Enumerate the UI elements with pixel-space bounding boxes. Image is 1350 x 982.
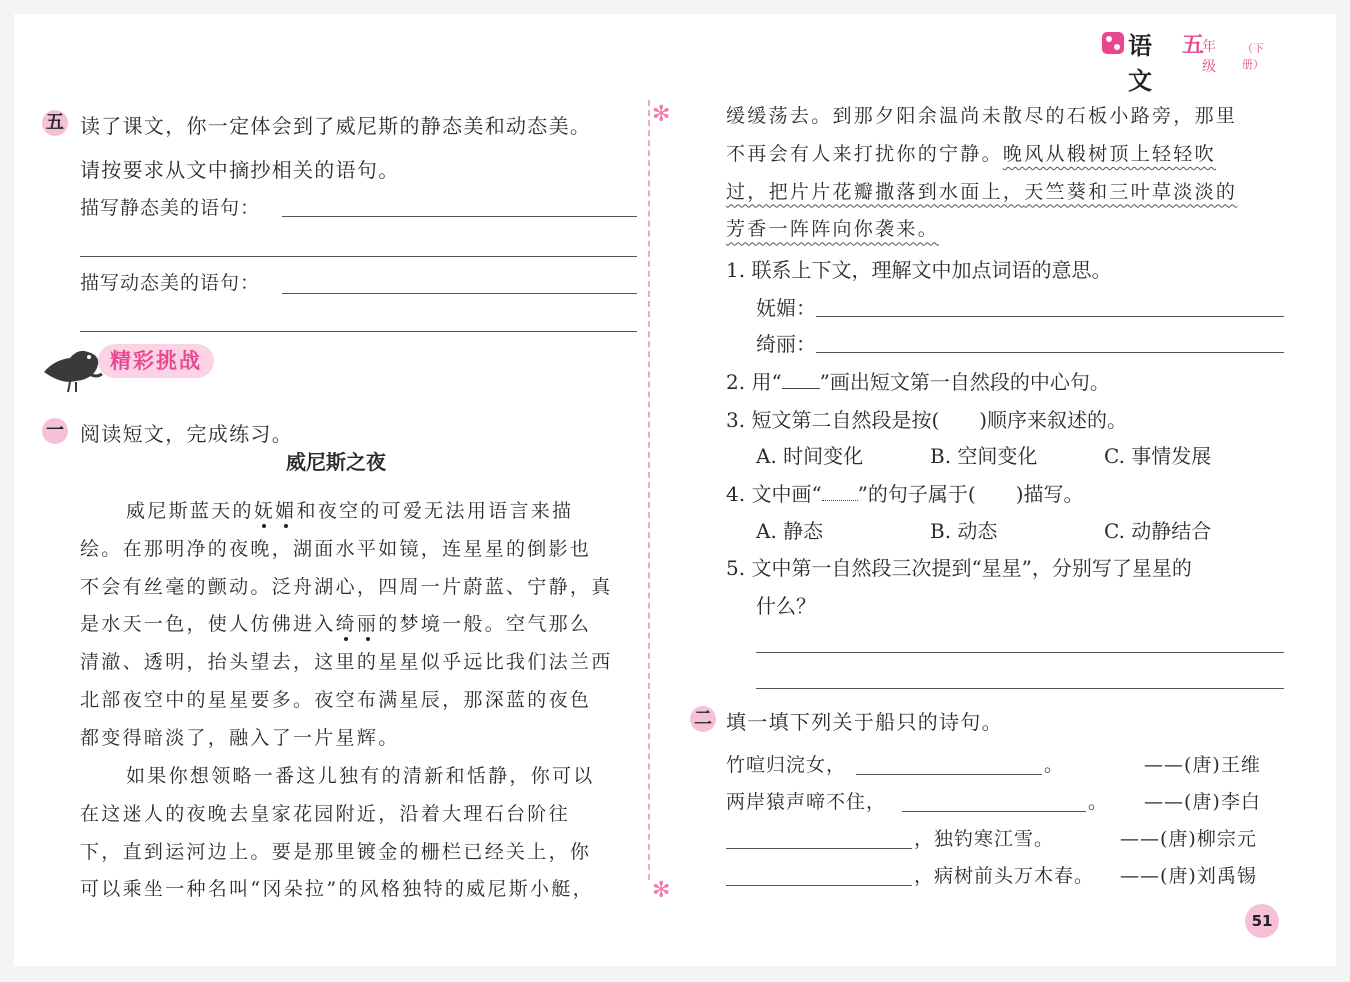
question-1-badge: 一 — [42, 418, 68, 444]
dotted-char: 妩 — [253, 500, 276, 522]
answer-line[interactable] — [816, 316, 1284, 317]
answer-line[interactable] — [756, 652, 1284, 653]
answer-line[interactable] — [816, 352, 1284, 353]
dotted-char: 媚 — [275, 500, 297, 522]
poem-1-pre: 竹喧归浣女， — [726, 754, 847, 776]
q5-static-label: 描写静态美的语句： — [80, 197, 261, 219]
page-number: 51 — [1245, 904, 1279, 938]
text-span: 不再会有人来打扰你的宁静。 — [726, 142, 1003, 165]
poem-blank[interactable] — [726, 848, 912, 849]
straight-line-sample — [782, 372, 820, 389]
logo-grade-suffix: 年级 — [1202, 39, 1216, 75]
q2-instruction: 填一填下列关于船只的诗句。 — [726, 710, 1003, 734]
rq1: 1. 联系上下文，理解文中加点词语的意思。 — [726, 258, 1112, 282]
answer-line[interactable] — [756, 688, 1284, 689]
answer-line[interactable] — [282, 293, 637, 294]
q1-instruction: 阅读短文，完成练习。 — [80, 422, 293, 446]
poem-3-author: ——(唐)柳宗元 — [1120, 828, 1257, 850]
rq2 — [726, 366, 1110, 395]
poem-4-author: ——(唐)刘禹锡 — [1120, 865, 1257, 887]
wavy-underlined-text: 天竺葵和三叶草淡淡的 — [1024, 180, 1238, 203]
poem-3-post: ，独钓寒江雪。 — [914, 828, 1055, 850]
answer-line[interactable] — [80, 256, 637, 257]
text-span: 威尼斯蓝天的 — [126, 500, 254, 522]
wavy-underlined-text: 过，把片片花瓣撒落到水面上， — [726, 180, 1025, 203]
flower-icon: ✻ — [652, 102, 671, 127]
question-2-badge: 二 — [690, 706, 716, 732]
poem-blank[interactable] — [902, 811, 1086, 812]
logo-square-icon — [1102, 32, 1124, 54]
text-span: ”画出短文第一自然段的中心句。 — [819, 370, 1110, 394]
poem-1-author: ——(唐)王维 — [1144, 754, 1261, 776]
article-paragraph-2 — [80, 758, 595, 909]
challenge-banner: 精彩挑战 — [98, 344, 214, 378]
rq3: 3. 短文第二自然段是按( )顺序来叙述的。 — [726, 408, 1128, 432]
flower-icon: ✻ — [652, 878, 671, 903]
column-divider — [648, 100, 650, 880]
wavy-line-sample — [822, 490, 858, 501]
text-line: 都变得暗淡了，融入了一片星辉。 — [80, 726, 400, 749]
rq3-option-a[interactable]: A. 时间变化 — [756, 444, 864, 468]
text-line: 不会有丝毫的颤动。泛舟湖心，四周一片蔚蓝、宁静，真 — [80, 575, 613, 598]
poem-2-pre: 两岸猿声啼不住， — [726, 791, 887, 813]
q5-line1: 读了课文，你一定体会到了威尼斯的静态美和动态美。 — [80, 114, 592, 138]
answer-line[interactable] — [80, 331, 637, 332]
wavy-underlined-text: 芳香一阵阵向你袭来。 — [726, 218, 940, 241]
text-span: 是水天一色，使人仿佛进入 — [80, 613, 336, 636]
text-span: 和夜空的可爱无法用语言来描 — [296, 500, 574, 522]
dotted-char: 绮 — [335, 613, 357, 636]
q5-line2: 请按要求从文中摘抄相关的语句。 — [80, 158, 400, 182]
poem-blank[interactable] — [856, 774, 1042, 775]
logo-volume: （下册） — [1242, 42, 1264, 71]
text-line: 缓缓荡去。到那夕阳余温尚未散尽的石板小路旁，那里 — [726, 105, 1238, 127]
rq3-option-b[interactable]: B. 空间变化 — [930, 444, 1038, 468]
article-title: 威尼斯之夜 — [286, 450, 386, 474]
poem-2-author: ——(唐)李白 — [1144, 791, 1261, 813]
rq1b-label: 绮丽： — [756, 332, 816, 356]
rq4-option-a[interactable]: A. 静态 — [756, 519, 824, 543]
wavy-underlined-text: 晚风从椴树顶上轻轻吹 — [1002, 142, 1216, 165]
rq5-line1: 5. 文中第一自然段三次提到“星星”，分别写了星星的 — [726, 556, 1192, 580]
text-line: 如果你想领略一番这儿独有的清新和恬静，你可以 — [126, 765, 595, 787]
rq3-option-c[interactable]: C. 事情发展 — [1104, 444, 1212, 468]
text-span: 4. 文中画“ — [726, 482, 822, 506]
text-line: 下，直到运河边上。要是那里镀金的栅栏已经关上，你 — [80, 840, 592, 863]
text-span: 2. 用“ — [726, 370, 782, 394]
rq4-option-b[interactable]: B. 动态 — [930, 519, 998, 543]
logo-grade: 五 — [1182, 32, 1205, 58]
text-line: 在这迷人的夜晚去皇家花园附近，沿着大理石台阶往 — [80, 802, 570, 825]
text-line: 绘。在那明净的夜晚，湖面水平如镜，连星星的倒影也 — [80, 537, 592, 560]
dotted-char: 丽 — [356, 613, 379, 636]
question-5-badge: 五 — [42, 110, 68, 136]
poem-2-post: 。 — [1088, 791, 1109, 813]
rq1a-label: 妩媚： — [756, 296, 816, 320]
rq5-line2: 什么？ — [756, 594, 816, 618]
poem-1-post: 。 — [1044, 754, 1065, 776]
text-line: 可以乘坐一种名叫“冈朵拉”的风格独特的威尼斯小艇， — [80, 878, 594, 901]
article-continuation — [726, 98, 1237, 249]
text-line: 北部夜空中的星星要多。夜空布满星辰，那深蓝的夜色 — [80, 688, 592, 711]
poem-blank[interactable] — [726, 885, 912, 886]
text-span: 的梦境一般。空气那么 — [378, 613, 592, 636]
rq4-option-c[interactable]: C. 动静结合 — [1104, 519, 1212, 543]
text-span: ”的句子属于( )描写。 — [857, 482, 1084, 506]
answer-line[interactable] — [282, 216, 637, 217]
rq4 — [726, 478, 1084, 507]
q5-dynamic-label: 描写动态美的语句： — [80, 272, 261, 294]
article-paragraph-1 — [80, 493, 613, 758]
text-line: 清澈、透明，抬头望去，这里的星星似乎远比我们法兰西 — [80, 651, 613, 674]
poem-4-post: ，病树前头万木春。 — [914, 865, 1095, 887]
logo-subject: 语文 — [1128, 32, 1152, 95]
